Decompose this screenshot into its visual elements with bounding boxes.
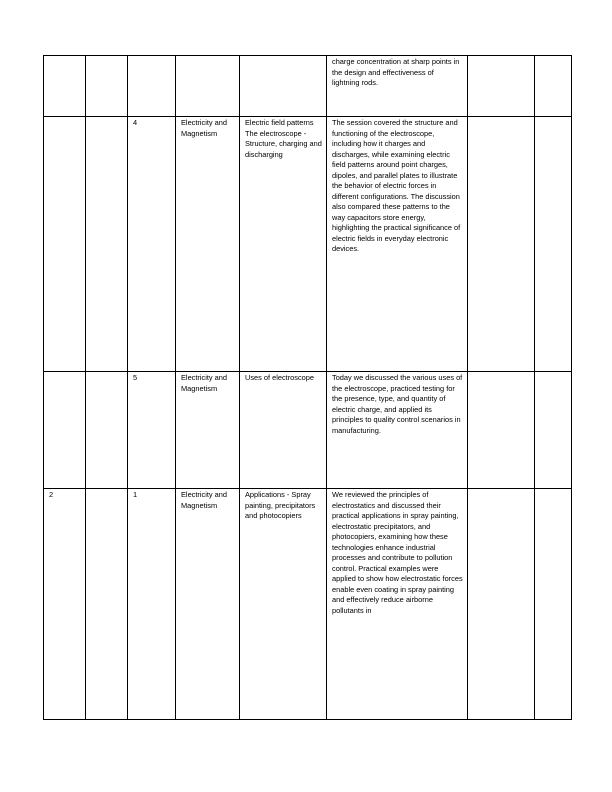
substrand-cell: Uses of electroscope — [240, 372, 327, 489]
signature-cell — [535, 117, 572, 372]
remarks-cell — [468, 372, 535, 489]
reflection-cell: We reviewed the principles of electrostatics and discussed their practical applications in spray painting, electrostatic precipitators, and photocopiers, examining how these technologies enhance industrial processes and contribute to pollution control. Practical examples were applied to show how electrostatic forces enable even coating in spray painting and effectively reduce airborne pollutants in — [327, 489, 468, 720]
strand-cell: Electricity and Magnetism — [176, 489, 240, 720]
blank-cell — [86, 372, 128, 489]
reflection-cell: charge concentration at sharp points in the design and effectiveness of lightning rods. — [327, 56, 468, 117]
substrand-cell: Applications - Spray painting, precipitators and photocopiers — [240, 489, 327, 720]
signature-cell — [535, 489, 572, 720]
remarks-cell — [468, 117, 535, 372]
blank-cell — [86, 117, 128, 372]
reflection-cell: The session covered the structure and functioning of the electroscope, including how it charges and discharges, while examining electric field patterns around point charges, dipoles, and parallel plates to illustrate the behavior of electric forces in different configurations. The discussion also compared these patterns to the way capacitors store energy, highlighting the practical significance of electric fields in everyday electronic devices. — [327, 117, 468, 372]
signature-cell — [535, 372, 572, 489]
table-row — [44, 117, 572, 372]
strand-cell — [176, 56, 240, 117]
week-cell — [44, 117, 86, 372]
table-row — [44, 372, 572, 489]
lesson-log-table — [43, 55, 572, 720]
substrand-cell: Electric field patterns The electroscope - Structure, charging and discharging — [240, 117, 327, 372]
week-cell: 2 — [44, 489, 86, 720]
lesson-cell: 1 — [128, 489, 176, 720]
lesson-cell — [128, 56, 176, 117]
week-cell — [44, 56, 86, 117]
week-cell — [44, 372, 86, 489]
lesson-cell: 4 — [128, 117, 176, 372]
table-row — [44, 489, 572, 720]
table-row — [44, 56, 572, 117]
substrand-cell — [240, 56, 327, 117]
blank-cell — [86, 56, 128, 117]
lesson-cell: 5 — [128, 372, 176, 489]
reflection-cell: Today we discussed the various uses of the electroscope, practiced testing for the presence, type, and quantity of electric charge, and applied its principles to quality control scenarios in manufacturing. — [327, 372, 468, 489]
remarks-cell — [468, 56, 535, 117]
blank-cell — [86, 489, 128, 720]
strand-cell: Electricity and Magnetism — [176, 372, 240, 489]
remarks-cell — [468, 489, 535, 720]
signature-cell — [535, 56, 572, 117]
strand-cell: Electricity and Magnetism — [176, 117, 240, 372]
